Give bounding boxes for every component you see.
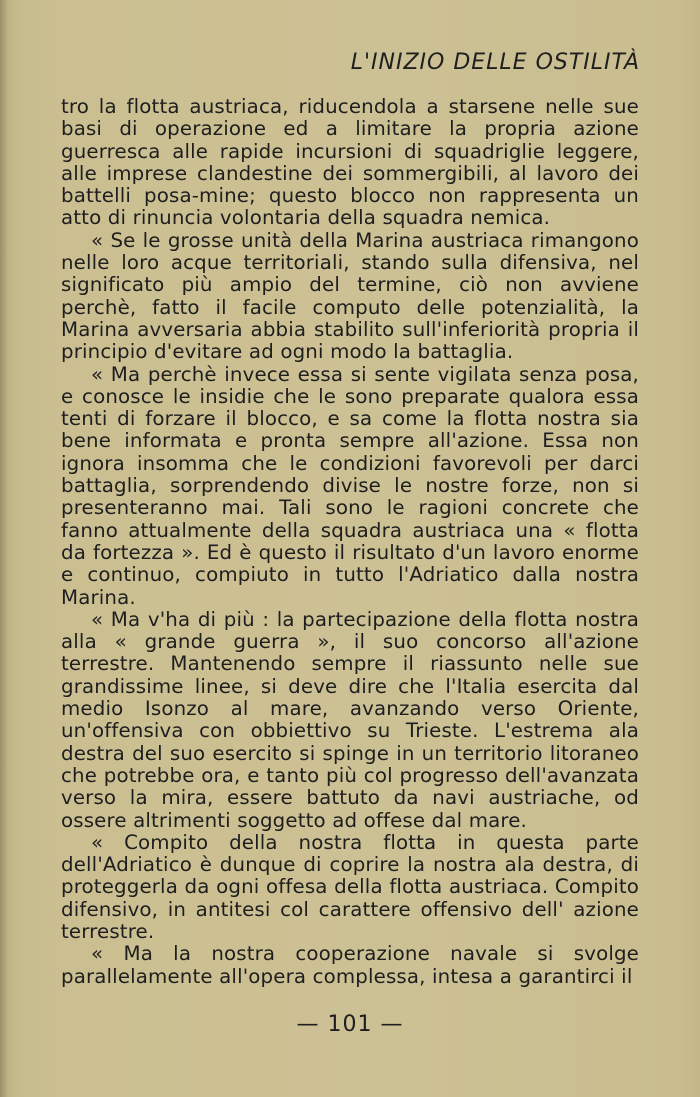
paragraph: « Ma la nostra cooperazione navale si svolge parallelamente all'opera complessa, intesa a garantirci il — [61, 942, 639, 988]
paragraph: tro la flotta austriaca, riducendola a starsene nelle sue basi di operazione ed a limitare la propria azione guerresca alle rapide incursioni di squadriglie leggere, alle imprese clandestine dei sommergibili, al lavoro dei battelli posa-mine; questo blocco non rappresenta un atto di rinuncia volontaria della squadra nemica. — [61, 95, 639, 230]
page-number: — 101 — — [296, 1012, 404, 1037]
paragraph: « Se le grosse unità della Marina austriaca rimangono nelle loro acque territoriali, stando sulla difensiva, nel significato più ampio del termine, ciò non avviene perchè, fatto il facile computo delle potenzialità, la Marina avversaria abbia stabilito sull'inferiorità propria il principio d'evitare ad ogni modo la battaglia. — [61, 228, 639, 364]
paragraph: « Ma v'ha di più : la partecipazione della flotta nostra alla « grande guerra », il suo concorso all'azione terrestre. Mantenendo sempre il riassunto nelle sue grandissime linee, si deve dire che l'Italia esercita dal medio Isonzo al mare, avanzando verso Oriente, un'offensiva con obbiettivo su Trieste. L'estrema ala destra del suo esercito si spinge in un territorio litoraneo che potrebbe ora, e tanto più col progresso dell'avanzata verso la mira, essere battuto da navi austriache, od ossere altrimenti soggetto ad offese dal mare. — [61, 607, 639, 832]
running-head: L'INIZIO DELLE OSTILITÀ — [350, 50, 640, 75]
paragraph: « Ma perchè invece essa si sente vigilata senza posa, e conosce le insidie che le sono preparate qualora essa tenti di forzare il blocco, e sa come la flotta nostra sia bene informata e pronta sempre all'azione. Essa non ignora insomma che le condizioni favorevoli per darci battaglia, sorprendendo divise le nostre forze, non si presenteranno mai. Tali sono le ragioni concrete che fanno attualmente della squadra austriaca una « flotta da fortezza ». Ed è questo il risultato d'un lavoro enorme e continuo, compiuto in tutto l'Adriatico dalla nostra Marina. — [61, 362, 639, 609]
paragraph: « Compito della nostra flotta in questa parte dell'Adriatico è dunque di coprire la nostra ala destra, di proteggerla da ogni offesa della flotta austriaca. Compito difensivo, in antitesi col carattere offensivo dell' azione terrestre. — [61, 830, 639, 943]
body-text — [61, 96, 639, 988]
